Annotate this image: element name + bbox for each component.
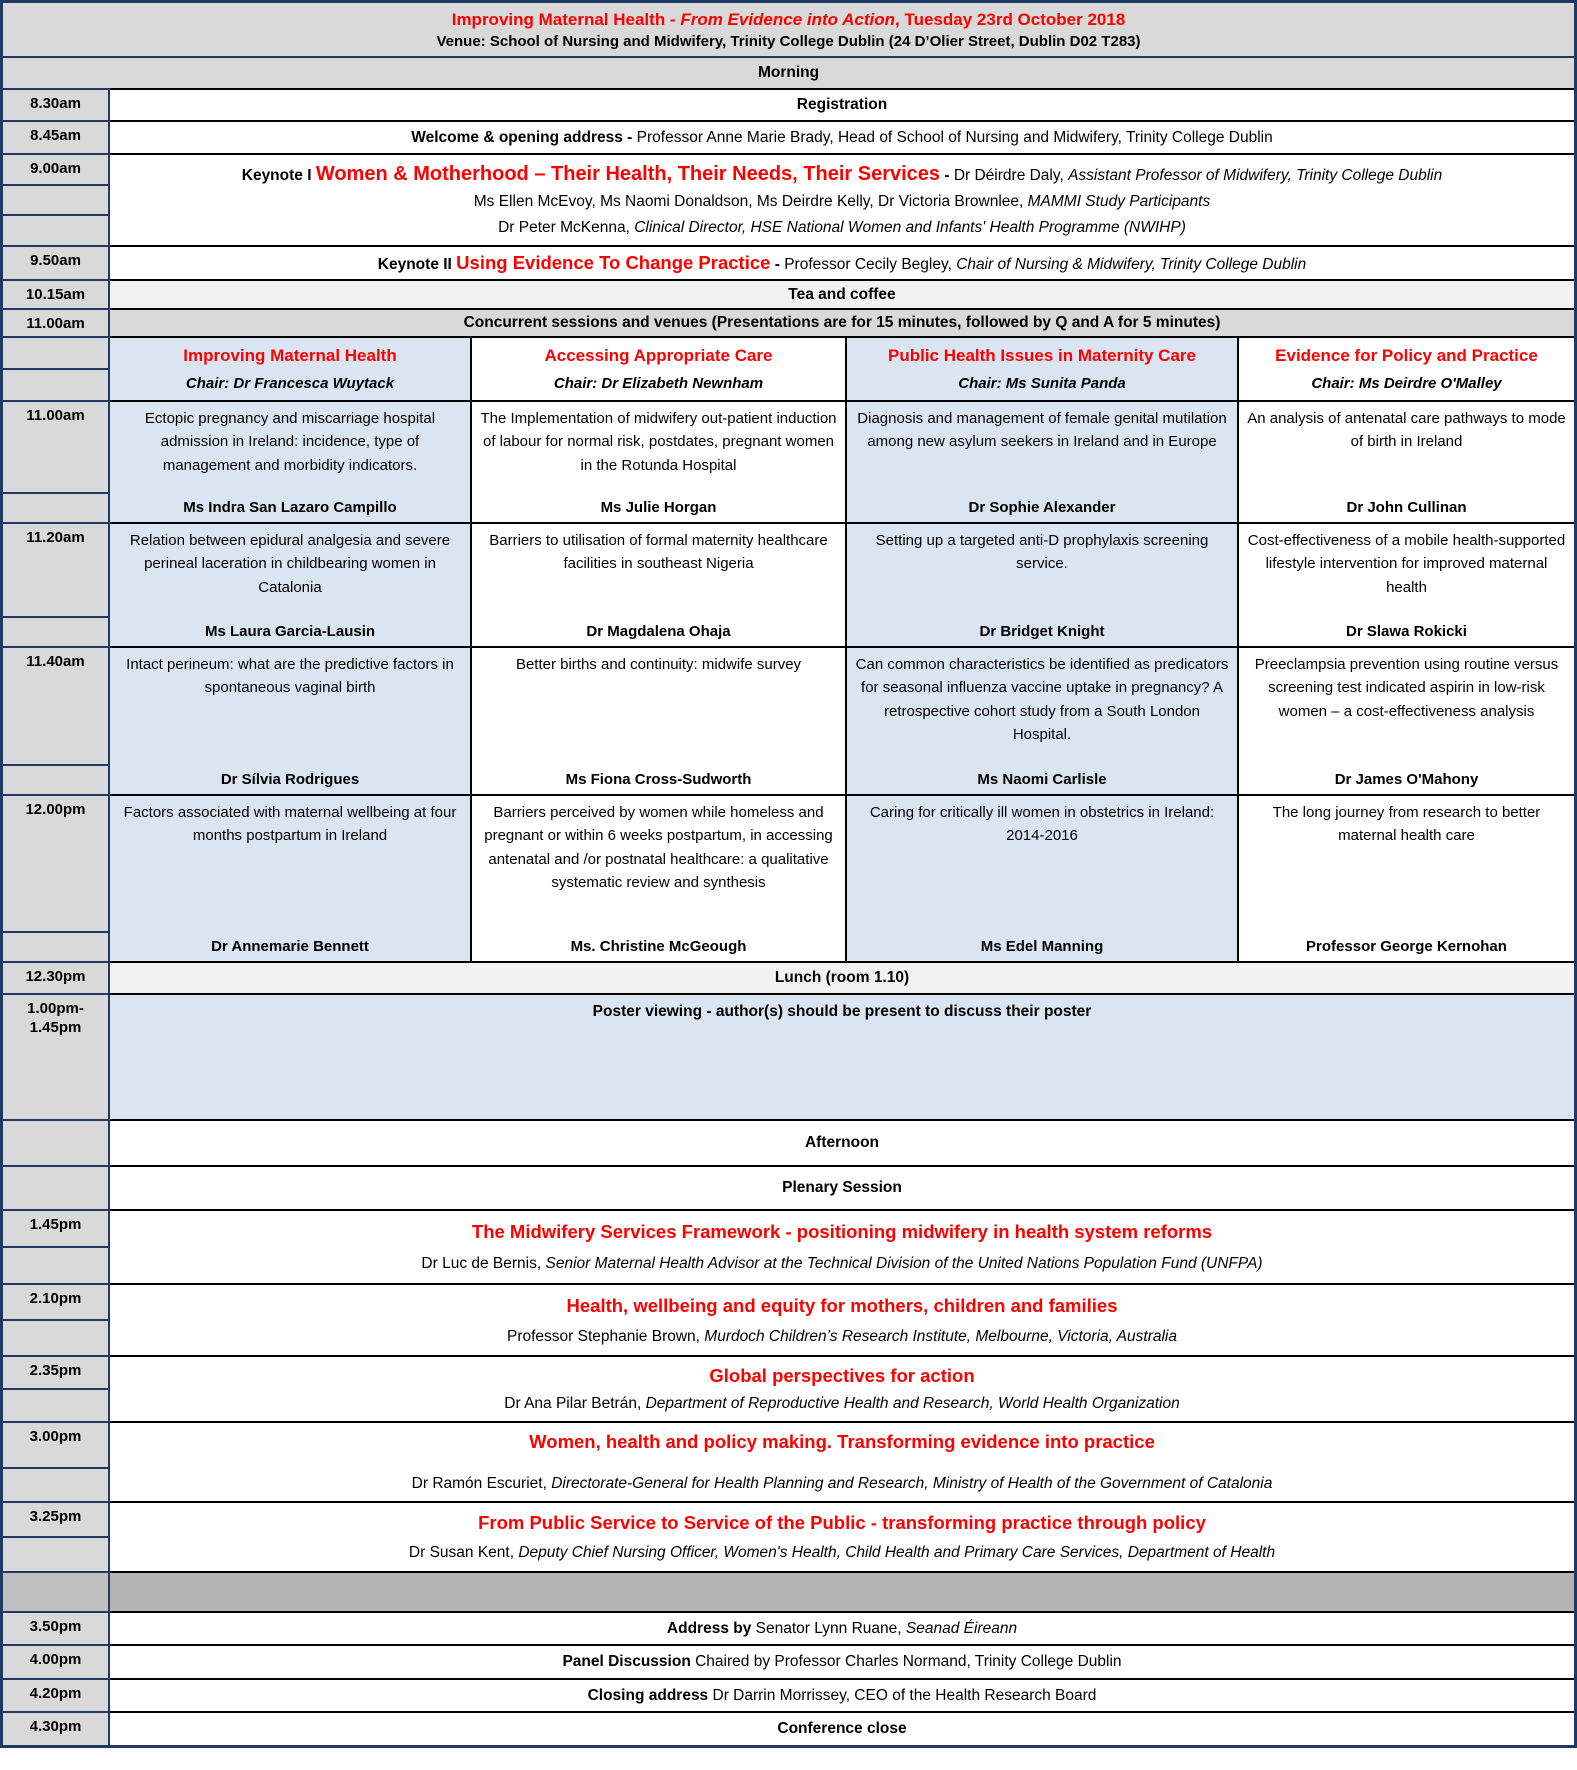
talk-speaker: Ms Edel Manning bbox=[980, 938, 1104, 955]
row-closing-address bbox=[3, 1678, 1574, 1711]
time-blank bbox=[3, 1388, 108, 1421]
panel-line bbox=[122, 1653, 1562, 1671]
address-line bbox=[122, 1620, 1562, 1638]
keynote2-sep: - bbox=[770, 255, 785, 273]
talk-cell bbox=[470, 794, 845, 961]
plenary-affiliation: Deputy Chief Nursing Officer, Women's Health, Child Health and Primary Care Services, Department of Health bbox=[518, 1544, 1276, 1561]
row-session-headers bbox=[3, 336, 1574, 400]
row-welcome bbox=[3, 120, 1574, 153]
talk-title: The long journey from research to better maternal health care bbox=[1272, 804, 1541, 845]
keynote1-affiliation: Assistant Professor of Midwifery, Trinity College Dublin bbox=[1068, 167, 1443, 185]
talk-speaker: Dr Sílvia Rodrigues bbox=[220, 771, 360, 788]
time-blank bbox=[3, 764, 108, 794]
time-label: 3.00pm bbox=[29, 1428, 82, 1445]
tea-label: Tea and coffee bbox=[788, 285, 896, 303]
plenary-speaker: Dr Ramón Escuriet, bbox=[411, 1475, 552, 1492]
talk-title: An analysis of antenatal care pathways to mode of birth in Ireland bbox=[1247, 410, 1566, 451]
row-keynote2 bbox=[3, 245, 1574, 279]
time-label: 1.45pm bbox=[29, 1216, 82, 1233]
concurrent-label: Concurrent sessions and venues (Presentations are for 15 minutes, followed by Q and A for 5 minutes) bbox=[463, 314, 1221, 331]
talk-cell bbox=[845, 794, 1237, 961]
row-plenary-325 bbox=[3, 1501, 1574, 1571]
talk-speaker: Dr Bridget Knight bbox=[979, 623, 1105, 640]
closing-bold: Closing address bbox=[587, 1686, 713, 1704]
row-afternoon bbox=[3, 1119, 1574, 1165]
plenary-affiliation: Murdoch Children’s Research Institute, Melbourne, Victoria, Australia bbox=[704, 1327, 1177, 1345]
time-label: 8.45am bbox=[30, 127, 81, 144]
talk-speaker: Ms Fiona Cross-Sudworth bbox=[565, 771, 752, 788]
row-registration bbox=[3, 88, 1574, 120]
row-slot-1120 bbox=[3, 522, 1574, 646]
talk-title: Relation between epidural analgesia and severe perineal laceration in childbearing women in Catalonia bbox=[129, 532, 451, 596]
talk-speaker: Dr Slawa Rokicki bbox=[1346, 623, 1467, 640]
talk-cell bbox=[110, 400, 470, 522]
section-plenary: Plenary Session bbox=[782, 1179, 902, 1196]
session-chair: Chair: Ms Sunita Panda bbox=[958, 374, 1126, 392]
row-slot-1100 bbox=[3, 400, 1574, 522]
time-blank bbox=[3, 184, 108, 215]
welcome-text bbox=[122, 129, 1562, 147]
session-title: Accessing Appropriate Care bbox=[544, 346, 773, 366]
plenary-speaker-line bbox=[122, 1544, 1562, 1562]
plenary-title: Women, health and policy making. Transforming evidence into practice bbox=[529, 1431, 1155, 1452]
time-label: 9.00am bbox=[30, 160, 81, 177]
keynote1-speaker: Dr Déirdre Daly, bbox=[953, 167, 1069, 185]
talk-title: Setting up a targeted anti-D prophylaxis screening service. bbox=[875, 532, 1209, 573]
section-afternoon: Afternoon bbox=[804, 1134, 880, 1151]
time-label: 11.40am bbox=[26, 653, 85, 670]
keynote1-prefix: Keynote I bbox=[241, 167, 316, 185]
talk-speaker: Dr James O'Mahony bbox=[1334, 771, 1479, 788]
row-plenary-235 bbox=[3, 1355, 1574, 1421]
time-blank bbox=[3, 1167, 108, 1209]
plenary-speaker-line bbox=[122, 1255, 1562, 1273]
time-blank bbox=[3, 1467, 108, 1501]
time-label: 9.50am bbox=[30, 252, 81, 269]
conference-title bbox=[13, 10, 1564, 30]
row-concurrent-note bbox=[3, 308, 1574, 336]
talk-cell bbox=[845, 646, 1237, 794]
talk-speaker: Professor George Kernohan bbox=[1306, 938, 1507, 955]
plenary-title: From Public Service to Service of the Public - transforming practice through policy bbox=[478, 1512, 1206, 1533]
time-blank bbox=[3, 338, 108, 368]
keynote1-line3 bbox=[122, 220, 1562, 236]
welcome-bold: Welcome & opening address - bbox=[411, 128, 633, 146]
talk-speaker: Dr Sophie Alexander bbox=[968, 499, 1116, 516]
row-conference-close bbox=[3, 1711, 1574, 1745]
panel-bold: Panel Discussion bbox=[562, 1653, 696, 1670]
row-plenary-label bbox=[3, 1165, 1574, 1209]
plenary-speaker: Dr Ana Pilar Betrán, bbox=[504, 1395, 646, 1412]
row-address bbox=[3, 1611, 1574, 1644]
address-normal: Senator Lynn Ruane, bbox=[755, 1619, 906, 1637]
plenary-affiliation: Department of Reproductive Health and Research, World Health Organization bbox=[645, 1395, 1180, 1412]
keynote1-title: Women & Motherhood – Their Health, Their Needs, Their Services bbox=[315, 163, 941, 186]
time-blank bbox=[3, 1319, 108, 1355]
session-column-header bbox=[1237, 336, 1574, 400]
time-blank bbox=[3, 1246, 108, 1283]
time-label: 12.00pm bbox=[25, 801, 86, 818]
talk-title: Cost-effectiveness of a mobile health-supported lifestyle intervention for improved maternal health bbox=[1247, 532, 1566, 596]
talk-title: The Implementation of midwifery out-patient induction of labour for normal risk, postdates, pregnant women in the Rotunda Hospital bbox=[480, 410, 837, 474]
keynote2-affiliation: Chair of Nursing & Midwifery, Trinity College Dublin bbox=[956, 255, 1307, 273]
time-label: 1.45pm bbox=[29, 1019, 82, 1036]
talk-speaker: Dr Annemarie Bennett bbox=[211, 938, 369, 955]
plenary-title: Health, wellbeing and equity for mothers, children and families bbox=[566, 1294, 1118, 1316]
talk-title: Preeclampsia prevention using routine versus screening test indicated aspirin in low-risk women – a cost-effectiveness analysis bbox=[1254, 656, 1559, 720]
plenary-affiliation: Directorate-General for Health Planning and Research, Ministry of Health of the Government of Catalonia bbox=[551, 1475, 1273, 1492]
session-column-header bbox=[110, 336, 470, 400]
plenary-title: The Midwifery Services Framework - positioning midwifery in health system reforms bbox=[471, 1221, 1213, 1242]
row-tea bbox=[3, 279, 1574, 308]
plenary-affiliation: Senior Maternal Health Advisor at the Technical Division of the United Nations Population Fund (UNFPA) bbox=[545, 1255, 1263, 1272]
talk-title: Diagnosis and management of female genital mutilation among new asylum seekers in Ireland and in Europe bbox=[857, 410, 1227, 451]
close-bold: Conference close bbox=[777, 1720, 907, 1737]
closing-normal: Dr Darrin Morrissey, CEO of the Health Research Board bbox=[712, 1686, 1097, 1704]
time-label: 4.00pm bbox=[29, 1651, 82, 1668]
welcome-rest: Professor Anne Marie Brady, Head of School of Nursing and Midwifery, Trinity College Dublin bbox=[632, 128, 1273, 146]
keynote1-speaker2: Dr Peter McKenna, bbox=[498, 219, 635, 237]
talk-cell bbox=[470, 646, 845, 794]
talk-cell bbox=[110, 794, 470, 961]
talk-title: Barriers perceived by women while homeless and pregnant or within 6 weeks postpartum, in accessing antenatal and /or postnatal healthcare: a qualitative systematic review and synthesis bbox=[484, 804, 833, 891]
talk-cell bbox=[1237, 400, 1574, 522]
closing-line bbox=[122, 1687, 1562, 1705]
row-lunch bbox=[3, 961, 1574, 993]
time-label: 12.30pm bbox=[25, 968, 86, 985]
time-blank bbox=[3, 1573, 108, 1611]
time-label: 2.35pm bbox=[29, 1362, 82, 1379]
time-label: 11.00am bbox=[26, 407, 85, 424]
address-italic: Seanad Éireann bbox=[905, 1619, 1018, 1637]
session-column-header bbox=[845, 336, 1237, 400]
row-slot-1200 bbox=[3, 794, 1574, 961]
time-blank bbox=[3, 492, 108, 522]
talk-speaker: Dr Magdalena Ohaja bbox=[586, 623, 731, 640]
talk-title: Ectopic pregnancy and miscarriage hospital admission in Ireland: incidence, type of management and morbidity indicators. bbox=[144, 410, 436, 474]
title-part1: Improving Maternal Health - bbox=[451, 10, 681, 29]
talk-speaker: Ms Laura Garcia-Lausin bbox=[204, 623, 376, 640]
title-banner bbox=[3, 3, 1574, 56]
lunch-label: Lunch (room 1.10) bbox=[774, 969, 910, 986]
row-plenary-145 bbox=[3, 1209, 1574, 1283]
keynote2-title: Using Evidence To Change Practice bbox=[456, 251, 771, 273]
plenary-title: Global perspectives for action bbox=[709, 1365, 975, 1386]
time-label: 4.20pm bbox=[29, 1685, 82, 1702]
plenary-speaker: Dr Luc de Bernis, bbox=[421, 1255, 546, 1272]
row-plenary-210 bbox=[3, 1283, 1574, 1355]
venue-line: Venue: School of Nursing and Midwifery, Trinity College Dublin (24 D’Olier Street, Dublin D02 T283) bbox=[436, 33, 1141, 50]
session-title: Improving Maternal Health bbox=[183, 346, 397, 366]
time-blank bbox=[3, 368, 108, 400]
keynote1-panel: Ms Ellen McEvoy, Ms Naomi Donaldson, Ms Deirdre Kelly, Dr Victoria Brownlee, bbox=[473, 193, 1028, 211]
spacer-band bbox=[110, 1571, 1574, 1611]
plenary-speaker-line bbox=[122, 1328, 1562, 1346]
plenary-speaker: Dr Susan Kent, bbox=[408, 1544, 519, 1561]
keynote1-speaker2-affiliation: Clinical Director, HSE National Women and Infants' Health Programme (NWIHP) bbox=[634, 219, 1186, 237]
talk-cell bbox=[110, 646, 470, 794]
talk-title: Factors associated with maternal wellbeing at four months postpartum in Ireland bbox=[123, 804, 457, 845]
session-chair: Chair: Ms Deirdre O'Malley bbox=[1311, 374, 1502, 392]
plenary-speaker-line bbox=[122, 1475, 1562, 1493]
panel-normal: Chaired by Professor Charles Normand, Trinity College Dublin bbox=[695, 1653, 1122, 1670]
row-slot-1140 bbox=[3, 646, 1574, 794]
talk-cell bbox=[110, 522, 470, 646]
row-panel bbox=[3, 1644, 1574, 1678]
session-column-header bbox=[470, 336, 845, 400]
talk-title: Barriers to utilisation of formal maternity healthcare facilities in southeast Nigeria bbox=[489, 532, 828, 573]
keynote2-line bbox=[122, 251, 1562, 273]
talk-cell bbox=[845, 522, 1237, 646]
talk-title: Better births and continuity: midwife survey bbox=[515, 656, 802, 673]
talk-speaker: Ms Naomi Carlisle bbox=[977, 771, 1107, 788]
title-italic: From Evidence into Action bbox=[680, 10, 896, 29]
plenary-speaker-line bbox=[122, 1395, 1562, 1413]
section-morning: Morning bbox=[3, 56, 1574, 88]
talk-cell bbox=[1237, 646, 1574, 794]
time-label: 2.10pm bbox=[29, 1290, 82, 1307]
session-chair: Chair: Dr Elizabeth Newnham bbox=[553, 374, 764, 392]
time-blank bbox=[3, 214, 108, 245]
row-spacer bbox=[3, 1571, 1574, 1611]
talk-cell bbox=[1237, 794, 1574, 961]
plenary-speaker: Professor Stephanie Brown, bbox=[506, 1327, 705, 1345]
keynote1-panel-italic: MAMMI Study Participants bbox=[1027, 193, 1211, 211]
keynote1-line1 bbox=[122, 164, 1562, 184]
row-plenary-300 bbox=[3, 1421, 1574, 1501]
time-label: 10.15am bbox=[25, 286, 86, 303]
talk-title: Intact perineum: what are the predictive factors in spontaneous vaginal birth bbox=[126, 656, 454, 697]
time-label: 1.00pm- bbox=[27, 1000, 84, 1017]
talk-speaker: Ms. Christine McGeough bbox=[570, 938, 747, 955]
time-label: 8.30am bbox=[30, 95, 81, 112]
time-label: 4.30pm bbox=[29, 1718, 82, 1735]
keynote1-line2 bbox=[122, 194, 1562, 210]
row-keynote1 bbox=[3, 153, 1574, 245]
keynote2-speaker: Professor Cecily Begley, bbox=[784, 255, 957, 273]
talk-title: Caring for critically ill women in obstetrics in Ireland: 2014-2016 bbox=[869, 804, 1215, 845]
time-blank bbox=[3, 1121, 108, 1165]
talk-speaker: Ms Indra San Lazaro Campillo bbox=[183, 499, 397, 516]
keynote1-sep: - bbox=[940, 167, 954, 185]
talk-title: Can common characteristics be identified as predicators for seasonal influenza vaccine uptake in pregnancy? A retrospective cohort study from a South London Hospital. bbox=[855, 656, 1229, 743]
talk-cell bbox=[470, 522, 845, 646]
time-label: 11.20am bbox=[26, 529, 85, 546]
session-title: Evidence for Policy and Practice bbox=[1275, 346, 1538, 366]
talk-cell bbox=[1237, 522, 1574, 646]
poster-label: Poster viewing - author(s) should be present to discuss their poster bbox=[592, 1003, 1092, 1020]
time-label: 3.25pm bbox=[29, 1508, 82, 1525]
row-poster bbox=[3, 993, 1574, 1119]
session-chair: Chair: Dr Francesca Wuytack bbox=[185, 374, 395, 392]
title-part2: , Tuesday 23rd October 2018 bbox=[895, 10, 1126, 29]
talk-cell bbox=[845, 400, 1237, 522]
close-line bbox=[122, 1720, 1562, 1738]
session-title: Public Health Issues in Maternity Care bbox=[888, 346, 1196, 366]
registration-label: Registration bbox=[796, 96, 888, 113]
talk-speaker: Ms Julie Horgan bbox=[600, 499, 717, 516]
time-label: 11.00am bbox=[26, 315, 85, 332]
time-blank bbox=[3, 1536, 108, 1571]
time-blank bbox=[3, 616, 108, 646]
address-bold: Address by bbox=[666, 1619, 756, 1637]
talk-speaker: Dr John Cullinan bbox=[1346, 499, 1467, 516]
keynote2-prefix: Keynote II bbox=[377, 255, 457, 273]
talk-cell bbox=[470, 400, 845, 522]
time-label: 3.50pm bbox=[29, 1618, 82, 1635]
time-blank bbox=[3, 931, 108, 961]
